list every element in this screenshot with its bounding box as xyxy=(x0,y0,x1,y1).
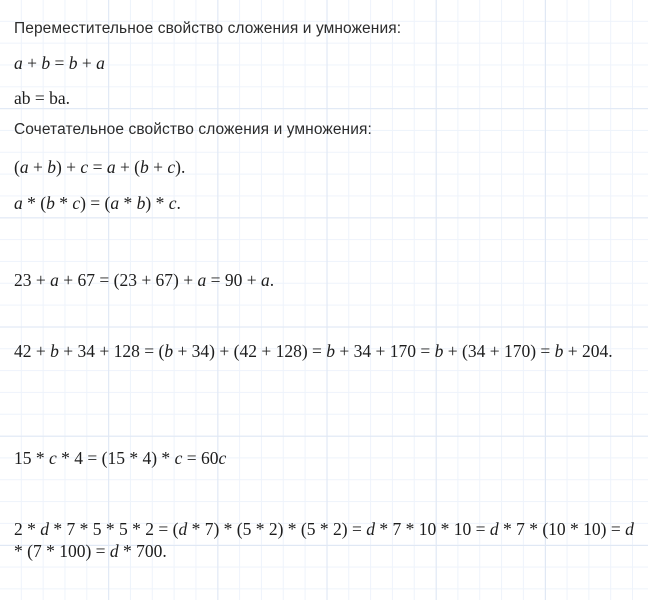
commutative-addition-formula: a + b = b + a xyxy=(14,53,105,73)
associative-addition-formula: (a + b) + c = a + (b + c). xyxy=(14,157,186,177)
commutative-multiplication-formula: ab = ba. xyxy=(14,88,71,108)
commutative-heading: Переместительное свойство сложения и умножения: xyxy=(14,20,402,37)
associative-multiplication-formula: a * (b * c) = (a * b) * c. xyxy=(14,193,181,213)
associative-heading: Сочетательное свойство сложения и умножения: xyxy=(14,121,372,138)
example-4: 2 * d * 7 * 5 * 5 * 2 = (d * 7) * (5 * 2) * (5 * 2) = d * 7 * 10 * 10 = d * 7 * (10 * 10) = d * (7 * 100) = d * 700. xyxy=(14,519,639,561)
example-1: 23 + a + 67 = (23 + 67) + a = 90 + a. xyxy=(14,270,275,290)
example-3: 15 * c * 4 = (15 * 4) * c = 60c xyxy=(14,448,227,468)
example-2: 42 + b + 34 + 128 = (b + 34) + (42 + 128) = b + 34 + 170 = b + (34 + 170) = b + 204. xyxy=(14,341,613,361)
